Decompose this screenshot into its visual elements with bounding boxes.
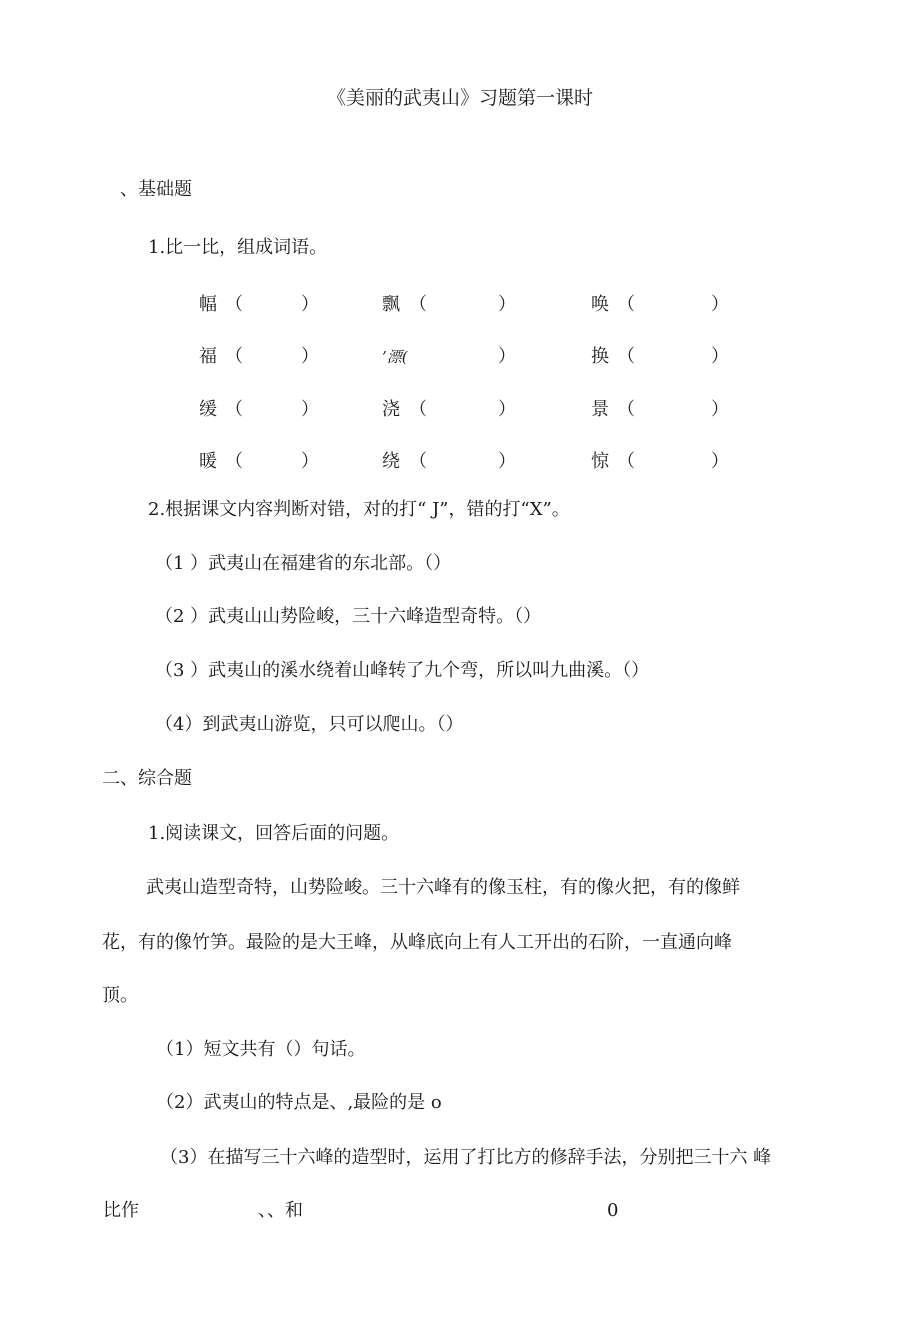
- left-paren: （: [409, 294, 427, 315]
- reading-question-prompt: 1.阅读课文，回答后面的问题。: [148, 823, 400, 844]
- passage-line: 武夷山造型奇特，山势险峻。三十六峰有的像玉柱，有的像火把，有的像鲜: [146, 877, 740, 898]
- word-char: 缓: [199, 399, 217, 420]
- word-char: 唤: [591, 294, 609, 315]
- left-paren: （: [617, 294, 635, 315]
- answer-item: （1）短文共有（）句话。: [156, 1039, 366, 1060]
- passage-line: 顶。: [102, 985, 138, 1006]
- word-char: ’漂(: [382, 348, 408, 366]
- word-char: 惊: [591, 451, 609, 472]
- left-paren: （: [225, 399, 243, 420]
- left-paren: （: [617, 399, 635, 420]
- right-paren: ）: [711, 346, 729, 367]
- word-row: [0, 450, 920, 474]
- left-paren: （: [225, 451, 243, 472]
- right-paren: ）: [711, 294, 729, 315]
- left-paren: （: [409, 451, 427, 472]
- section-heading-comprehensive: 二、综合题: [102, 768, 192, 789]
- word-char: 景: [591, 399, 609, 420]
- answer-continuation-end: 0: [607, 1200, 619, 1221]
- judgement-item: （1 ）武夷山在福建省的东北部。（）: [155, 553, 452, 574]
- left-paren: （: [225, 294, 243, 315]
- left-paren: （: [409, 399, 427, 420]
- question-2-prompt: 2.根据课文内容判断对错，对的打“ J”，错的打“X”。: [148, 499, 570, 520]
- right-paren: ）: [498, 451, 516, 472]
- left-paren: （: [617, 346, 635, 367]
- right-paren: ）: [301, 399, 319, 420]
- right-paren: ）: [498, 294, 516, 315]
- word-char: 绕: [382, 451, 400, 472]
- page-title: 《美丽的武夷山》习题第一课时: [326, 87, 593, 109]
- word-row: [0, 398, 920, 422]
- judgement-item: （2 ）武夷山山势险峻，三十六峰造型奇特。（）: [155, 606, 542, 627]
- question-1-prompt: 1.比一比，组成词语。: [148, 237, 328, 258]
- right-paren: ）: [498, 399, 516, 420]
- answer-item: （3）在描写三十六峰的造型时，运用了打比方的修辞手法，分别把三十六 峰: [160, 1147, 772, 1168]
- right-paren: ）: [301, 346, 319, 367]
- answer-continuation-label: 比作: [103, 1200, 139, 1221]
- left-paren: （: [225, 346, 243, 367]
- word-char: 换: [591, 346, 609, 367]
- word-char: 飘: [382, 294, 400, 315]
- left-paren: （: [617, 451, 635, 472]
- word-row: [0, 293, 920, 317]
- right-paren: ）: [711, 399, 729, 420]
- answer-continuation-separators: 、、和: [258, 1200, 303, 1221]
- judgement-item: （3 ）武夷山的溪水绕着山峰转了九个弯，所以叫九曲溪。（）: [155, 660, 650, 681]
- judgement-item: （4）到武夷山游览，只可以爬山。（）: [155, 714, 464, 735]
- word-char: 福: [199, 346, 217, 367]
- word-char: 浇: [382, 399, 400, 420]
- word-char: 暖: [199, 451, 217, 472]
- right-paren: ）: [498, 346, 516, 367]
- right-paren: ）: [301, 451, 319, 472]
- answer-item: （2）武夷山的特点是、,最险的是 o: [156, 1092, 442, 1113]
- right-paren: ）: [711, 451, 729, 472]
- word-char: 幅: [199, 294, 217, 315]
- passage-line: 花，有的像竹笋。最险的是大王峰，从峰底向上有人工开出的石阶，一直通向峰: [102, 932, 732, 953]
- word-row: [0, 345, 920, 369]
- right-paren: ）: [301, 294, 319, 315]
- section-heading-basic: 、基础题: [120, 179, 192, 200]
